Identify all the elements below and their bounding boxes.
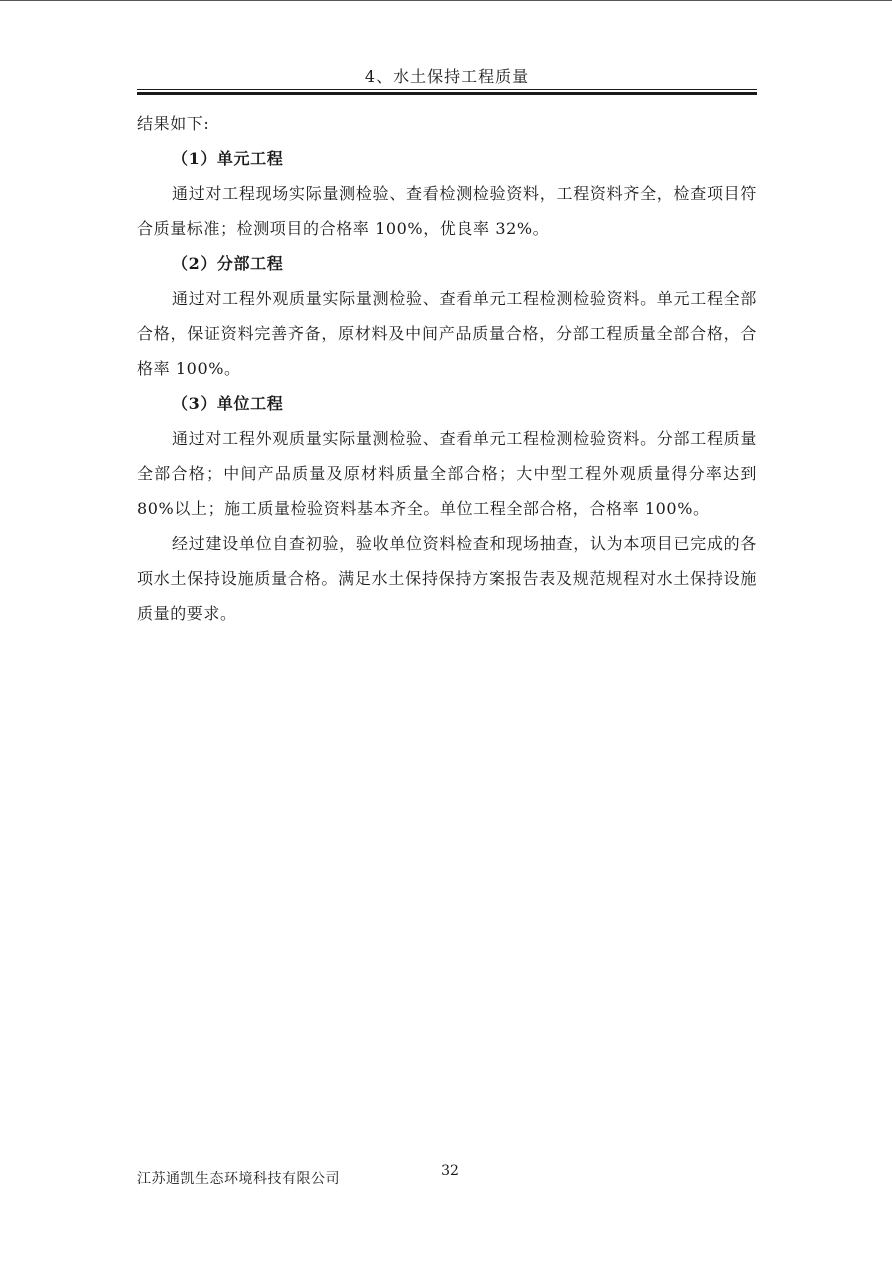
page-top-border bbox=[0, 0, 892, 1]
footer-company-name: 江苏通凯生态环境科技有限公司 bbox=[137, 1171, 340, 1187]
section-heading-division-engineering: （2）分部工程 bbox=[172, 254, 284, 273]
conclusion-paragraph: 经过建设单位自查初验，验收单位资料检查和现场抽查，认为本项目已完成的各项水土保持设施质量合格。满足水土保持保持方案报告表及规范规程对水土保持设施质量的要求。 bbox=[137, 534, 757, 623]
section-paragraph-division-engineering: 通过对工程外观质量实际量测检验、查看单元工程检测检验资料。单元工程全部合格，保证资料完善齐备，原材料及中间产品质量合格，分部工程质量全部合格，合格率 100%。 bbox=[137, 289, 757, 378]
page-number: 32 bbox=[441, 1163, 459, 1179]
header-rule-thin bbox=[137, 89, 757, 90]
section-paragraph-unit-engineering: 通过对工程现场实际量测检验、查看检测检验资料，工程资料齐全，检查项目符合质量标准；检测项目的合格率 100%，优良率 32%。 bbox=[137, 184, 757, 238]
header-rule-thick bbox=[137, 92, 757, 95]
intro-text: 结果如下: bbox=[137, 114, 210, 133]
section-heading-unit-project: （3）单位工程 bbox=[172, 394, 284, 413]
running-header-title: 4、水土保持工程质量 bbox=[364, 67, 530, 86]
document-body bbox=[137, 106, 757, 631]
section-paragraph-unit-project: 通过对工程外观质量实际量测检验、查看单元工程检测检验资料。分部工程质量全部合格；中间产品质量及原材料质量全部合格；大中型工程外观质量得分率达到 80%以上；施工质量检验资料基本齐全。单位工程全部合格，合格率 100%。 bbox=[137, 429, 757, 518]
section-heading-unit-engineering: （1）单元工程 bbox=[172, 149, 284, 168]
